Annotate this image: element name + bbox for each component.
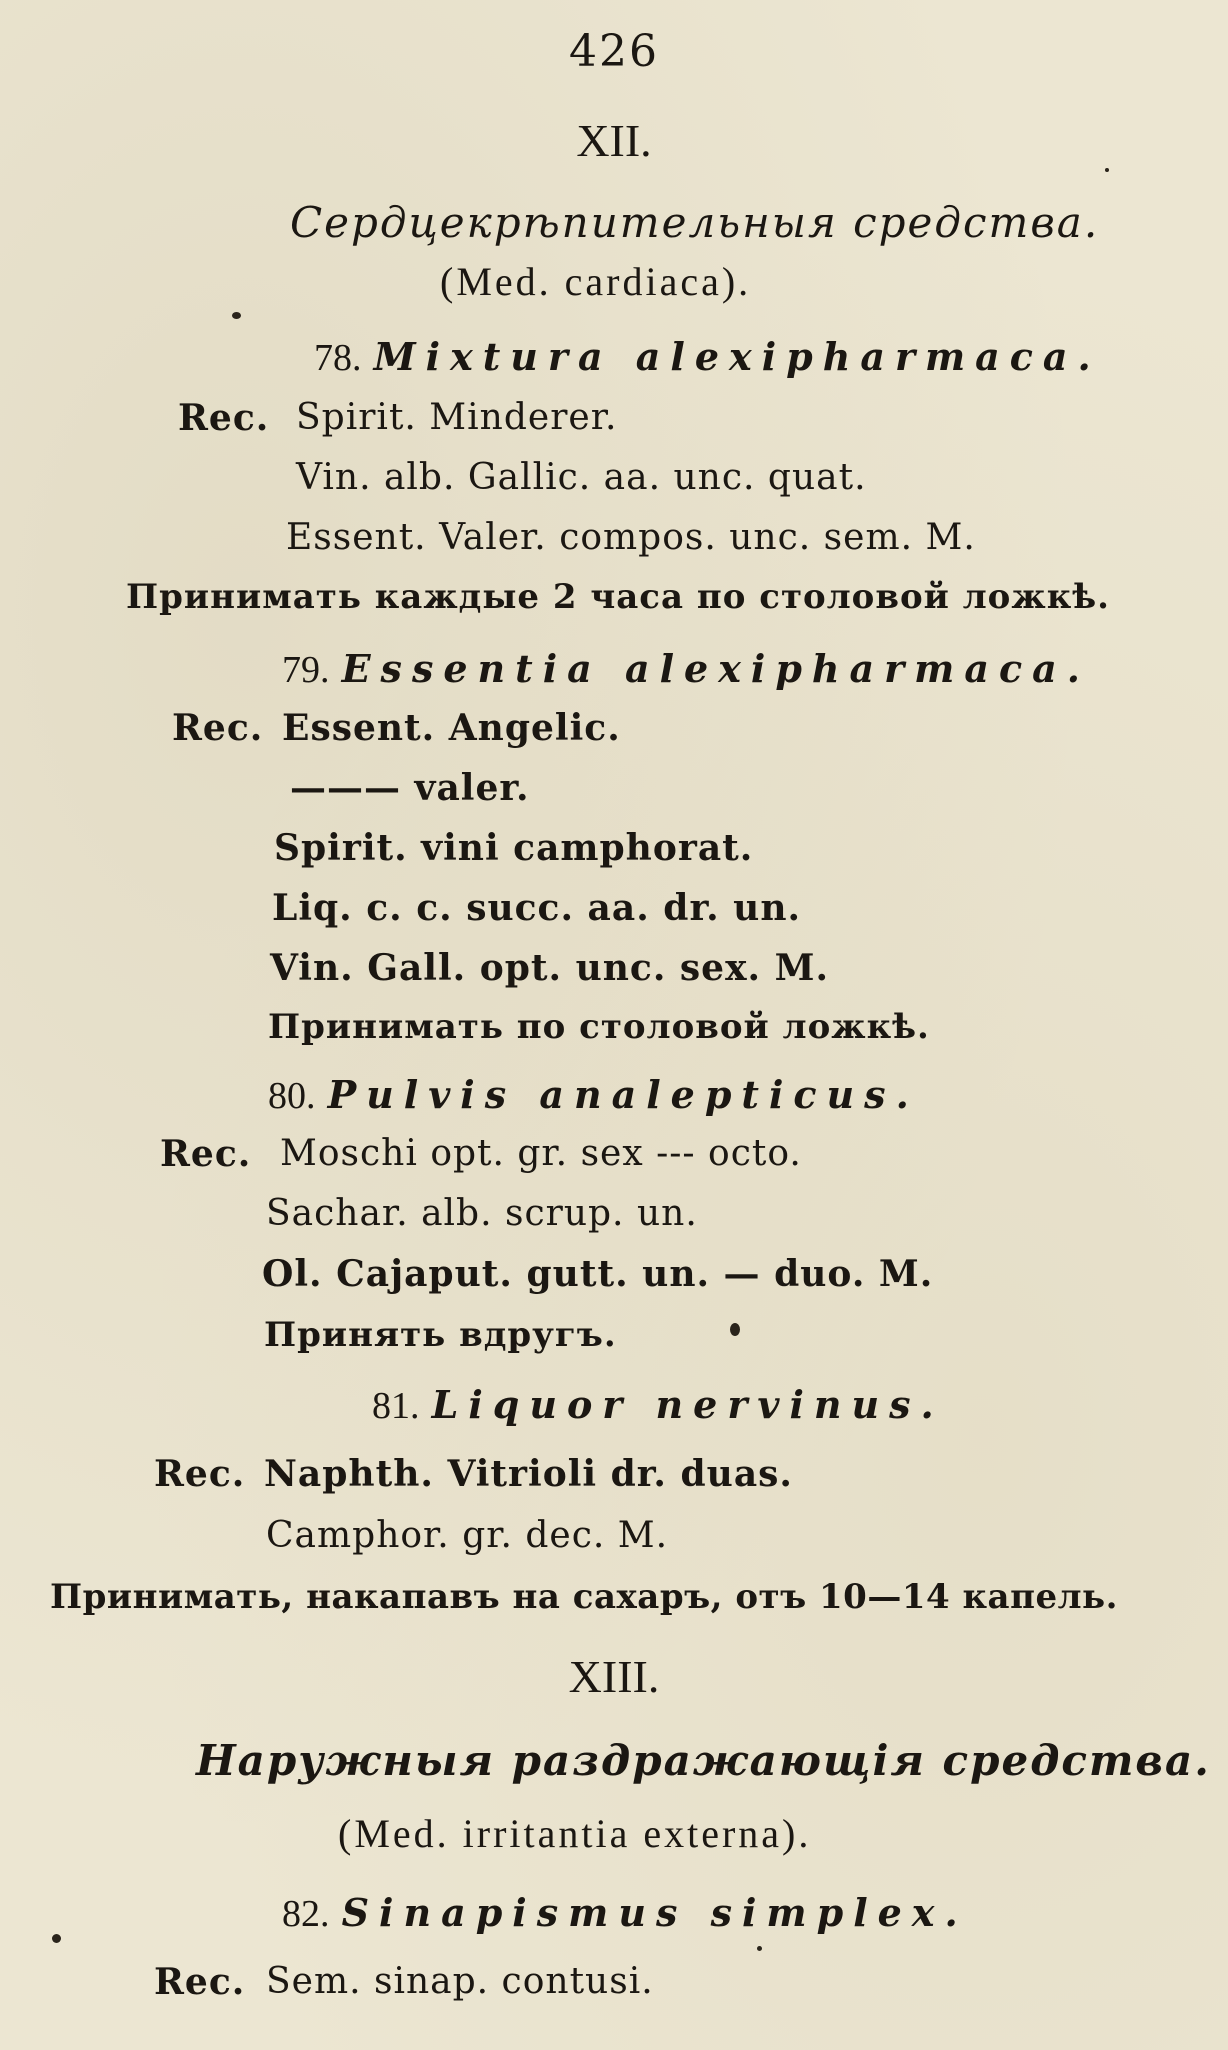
recipe-81-title <box>372 1382 944 1427</box>
recipe-79-line-2: ——— valer. <box>290 767 530 809</box>
recipe-80-number: 80. <box>268 1075 316 1117</box>
section-13-numeral: XIII. <box>568 1651 660 1702</box>
recipe-82-number: 82. <box>282 1893 330 1935</box>
ink-speck <box>232 312 241 319</box>
recipe-80-title <box>268 1072 919 1117</box>
recipe-80-rec: Rec. <box>160 1133 252 1175</box>
recipe-79-title <box>282 646 1090 691</box>
ink-speck <box>52 1934 61 1943</box>
section-13-subtitle: (Med. irritantia externa). <box>338 1811 812 1856</box>
recipe-80-name: Pulvis analepticus. <box>327 1072 919 1117</box>
recipe-81-line-2: Camphor. gr. dec. M. <box>266 1515 669 1556</box>
recipe-81-name: Liquor nervinus. <box>431 1382 944 1427</box>
recipe-78-number: 78. <box>314 337 362 379</box>
recipe-79-rec: Rec. <box>172 707 264 749</box>
recipe-82-title <box>282 1890 968 1935</box>
recipe-82-name: Sinapismus simplex. <box>341 1890 968 1935</box>
section-12-numeral: XII. <box>576 115 652 166</box>
recipe-79-line-4: Liq. c. c. succ. aa. dr. un. <box>272 887 802 929</box>
ink-speck <box>730 1323 740 1336</box>
recipe-79-number: 79. <box>282 649 330 691</box>
recipe-79-line-5: Vin. Gall. opt. unc. sex. M. <box>270 947 829 989</box>
recipe-78-rec: Rec. <box>178 397 270 439</box>
recipe-80-line-2: Sachar. alb. scrup. un. <box>266 1193 698 1234</box>
page-number: 426 <box>569 26 659 77</box>
ink-speck <box>757 1946 762 1951</box>
recipe-78-line-3: Essent. Valer. compos. unc. sem. M. <box>286 517 976 558</box>
recipe-78-name: Mixtura alexipharmaca. <box>373 334 1101 379</box>
recipe-80-line-3: Ol. Cajaput. gutt. un. — duo. M. <box>262 1253 934 1295</box>
recipe-78-title <box>314 334 1101 379</box>
recipe-81-rec: Rec. <box>154 1453 246 1495</box>
recipe-82-line-1: Sem. sinap. contusi. <box>266 1961 654 2002</box>
recipe-78-line-2: Vin. alb. Gallic. aa. unc. quat. <box>296 457 867 498</box>
section-12-title: Сердцекрѣпительныя средства. <box>290 198 1100 247</box>
recipe-81-number: 81. <box>372 1385 420 1427</box>
section-12-subtitle: (Med. cardiaca). <box>440 259 752 304</box>
recipe-81-line-1: Naphth. Vitrioli dr. duas. <box>264 1453 793 1495</box>
recipe-80-line-1: Moschi opt. gr. sex --- octo. <box>280 1133 802 1174</box>
recipe-79-line-1: Essent. Angelic. <box>282 707 621 749</box>
recipe-79-name: Essentia alexipharmaca. <box>341 646 1090 691</box>
recipe-81-instruction: Принимать, накапавъ на сахаръ, отъ 10—14 капель. <box>50 1577 1118 1617</box>
recipe-80-instruction: Принять вдругъ. <box>264 1315 617 1355</box>
recipe-79-instruction: Принимать по столовой ложкѣ. <box>268 1007 930 1047</box>
ink-speck <box>1105 168 1109 172</box>
recipe-78-line-1: Spirit. Minderer. <box>296 397 618 438</box>
recipe-78-instruction: Принимать каждые 2 часа по столовой ложкѣ. <box>126 577 1110 617</box>
section-13-title: Наружныя раздражающія средства. <box>196 1736 1211 1785</box>
recipe-82-rec: Rec. <box>154 1961 246 2003</box>
recipe-79-line-3: Spirit. vini camphorat. <box>274 827 754 869</box>
